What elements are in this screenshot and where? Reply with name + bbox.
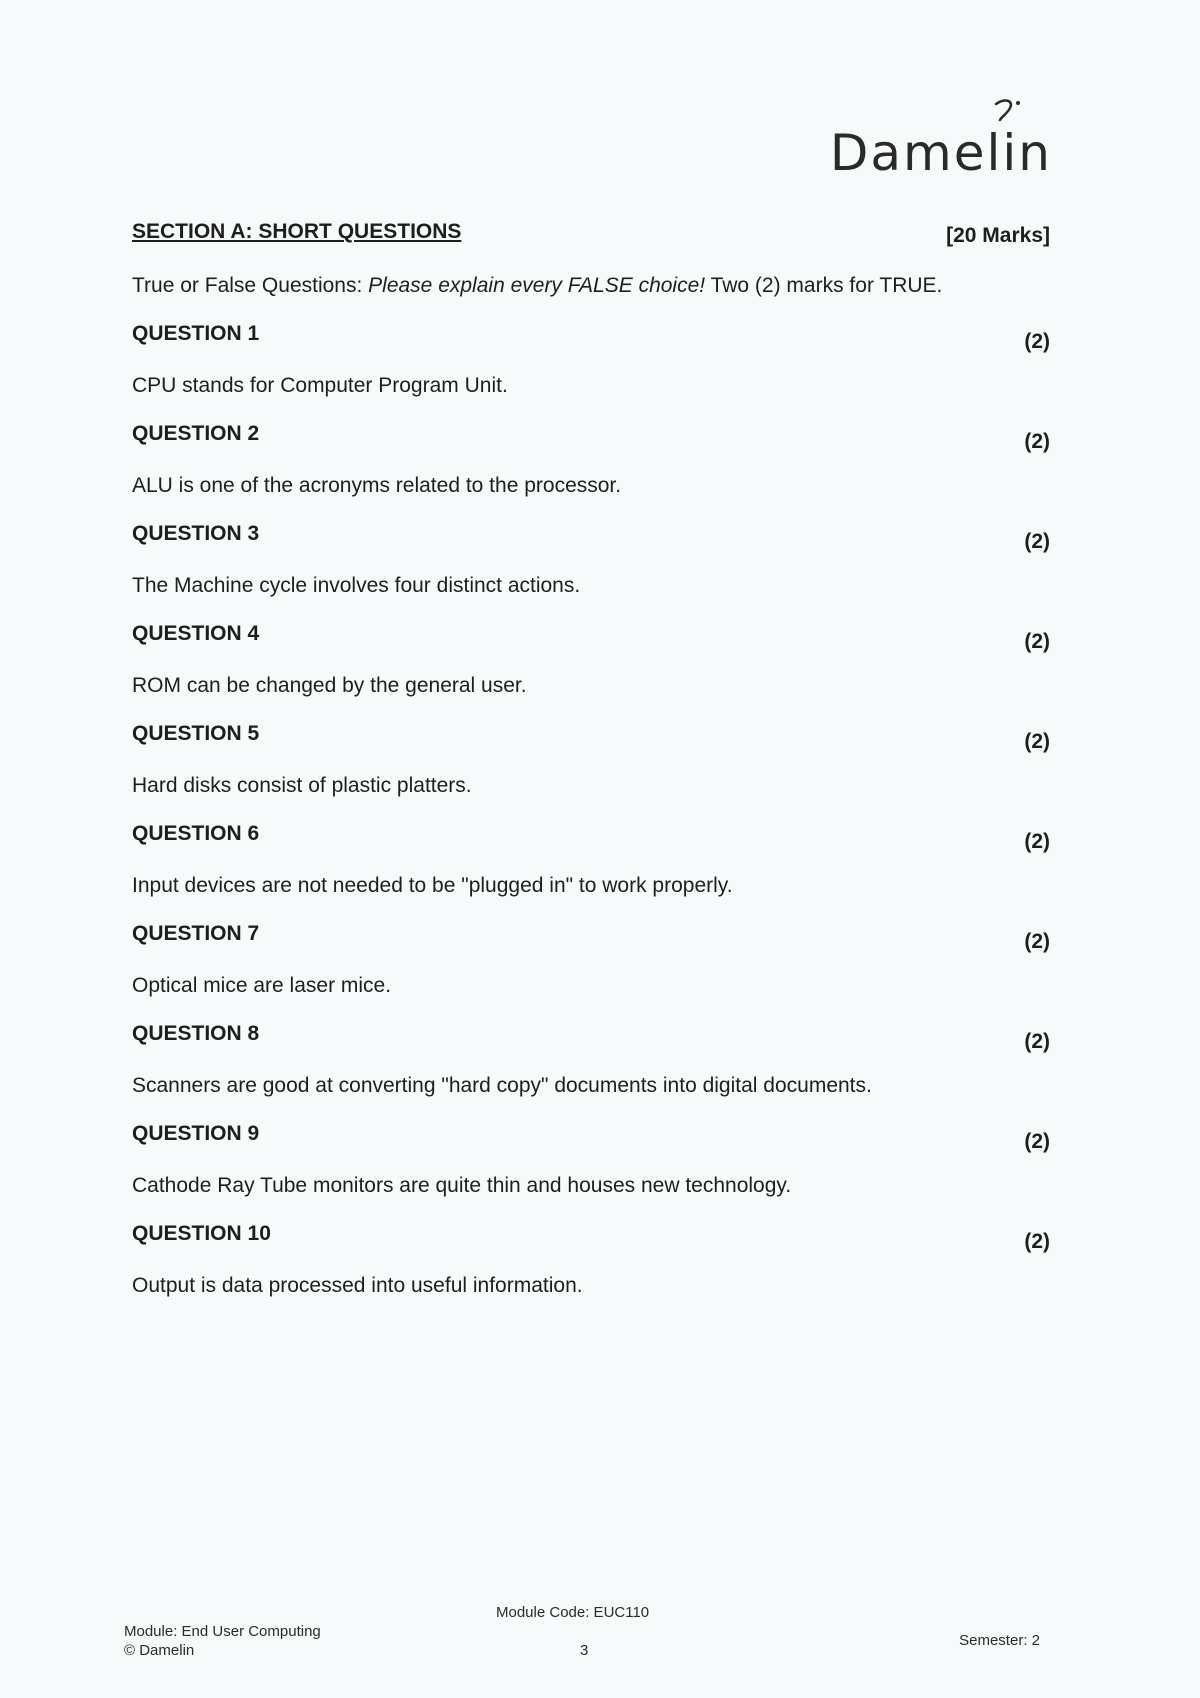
question-text: Output is data processed into useful information. <box>132 1274 583 1297</box>
question-header <box>132 722 1050 754</box>
question-header <box>132 622 1050 654</box>
question-title: QUESTION 7 <box>132 922 260 945</box>
swirl-icon <box>992 96 1022 122</box>
question-text: Scanners are good at converting "hard copy" documents into digital documents. <box>132 1074 872 1097</box>
footer-module-code: Module Code: EUC110 <box>496 1604 650 1621</box>
section-header <box>132 220 1050 248</box>
question-marks: (2) <box>1024 1030 1050 1053</box>
question-title: QUESTION 6 <box>132 822 260 845</box>
section-title: SECTION A: SHORT QUESTIONS <box>132 220 462 243</box>
question-text: CPU stands for Computer Program Unit. <box>132 374 508 397</box>
footer-copyright: © Damelin <box>124 1642 195 1659</box>
question-header <box>132 522 1050 554</box>
question-marks: (2) <box>1024 730 1050 753</box>
logo-text: Damelin <box>829 124 1052 182</box>
question-marks: (2) <box>1024 630 1050 653</box>
question-text: ALU is one of the acronyms related to the processor. <box>132 474 622 497</box>
instructions-emphasis: Please explain every FALSE choice! <box>368 274 706 297</box>
question-item <box>132 522 1050 598</box>
question-title: QUESTION 5 <box>132 722 260 745</box>
footer-module: Module: End User Computing <box>124 1623 321 1640</box>
question-header <box>132 322 1050 354</box>
question-header <box>132 922 1050 954</box>
question-text: Hard disks consist of plastic platters. <box>132 774 472 797</box>
question-header <box>132 422 1050 454</box>
question-header <box>132 822 1050 854</box>
question-marks: (2) <box>1024 830 1050 853</box>
question-item <box>132 422 1050 498</box>
question-item <box>132 1122 1050 1198</box>
question-item <box>132 622 1050 698</box>
question-title: QUESTION 4 <box>132 622 260 645</box>
logo <box>829 100 1052 182</box>
question-header <box>132 1222 1050 1254</box>
question-item <box>132 722 1050 798</box>
question-header <box>132 1122 1050 1154</box>
question-item <box>132 1222 1050 1298</box>
question-marks: (2) <box>1024 330 1050 353</box>
footer-module-info <box>124 1622 321 1660</box>
question-title: QUESTION 9 <box>132 1122 260 1145</box>
question-marks: (2) <box>1024 1230 1050 1253</box>
question-title: QUESTION 1 <box>132 322 260 345</box>
question-title: QUESTION 2 <box>132 422 260 445</box>
question-item <box>132 1022 1050 1098</box>
instructions <box>132 274 1050 298</box>
footer-semester: Semester: 2 <box>959 1632 1040 1649</box>
question-item <box>132 922 1050 998</box>
question-marks: (2) <box>1024 1130 1050 1153</box>
question-text: Input devices are not needed to be "plugged in" to work properly. <box>132 874 733 897</box>
instructions-suffix: Two (2) marks for TRUE. <box>705 274 943 297</box>
question-marks: (2) <box>1024 930 1050 953</box>
question-marks: (2) <box>1024 430 1050 453</box>
content <box>132 220 1050 1298</box>
question-text: Cathode Ray Tube monitors are quite thin and houses new technology. <box>132 1174 792 1197</box>
page-number: 3 <box>580 1642 589 1659</box>
question-item <box>132 322 1050 398</box>
question-text: The Machine cycle involves four distinct actions. <box>132 574 581 597</box>
section-marks: [20 Marks] <box>946 224 1050 247</box>
question-item <box>132 822 1050 898</box>
question-list <box>132 322 1050 1298</box>
question-title: QUESTION 3 <box>132 522 260 545</box>
question-text: ROM can be changed by the general user. <box>132 674 527 697</box>
question-header <box>132 1022 1050 1054</box>
question-text: Optical mice are laser mice. <box>132 974 392 997</box>
question-marks: (2) <box>1024 530 1050 553</box>
instructions-prefix: True or False Questions: <box>132 274 369 297</box>
question-title: QUESTION 10 <box>132 1222 271 1245</box>
question-title: QUESTION 8 <box>132 1022 260 1045</box>
